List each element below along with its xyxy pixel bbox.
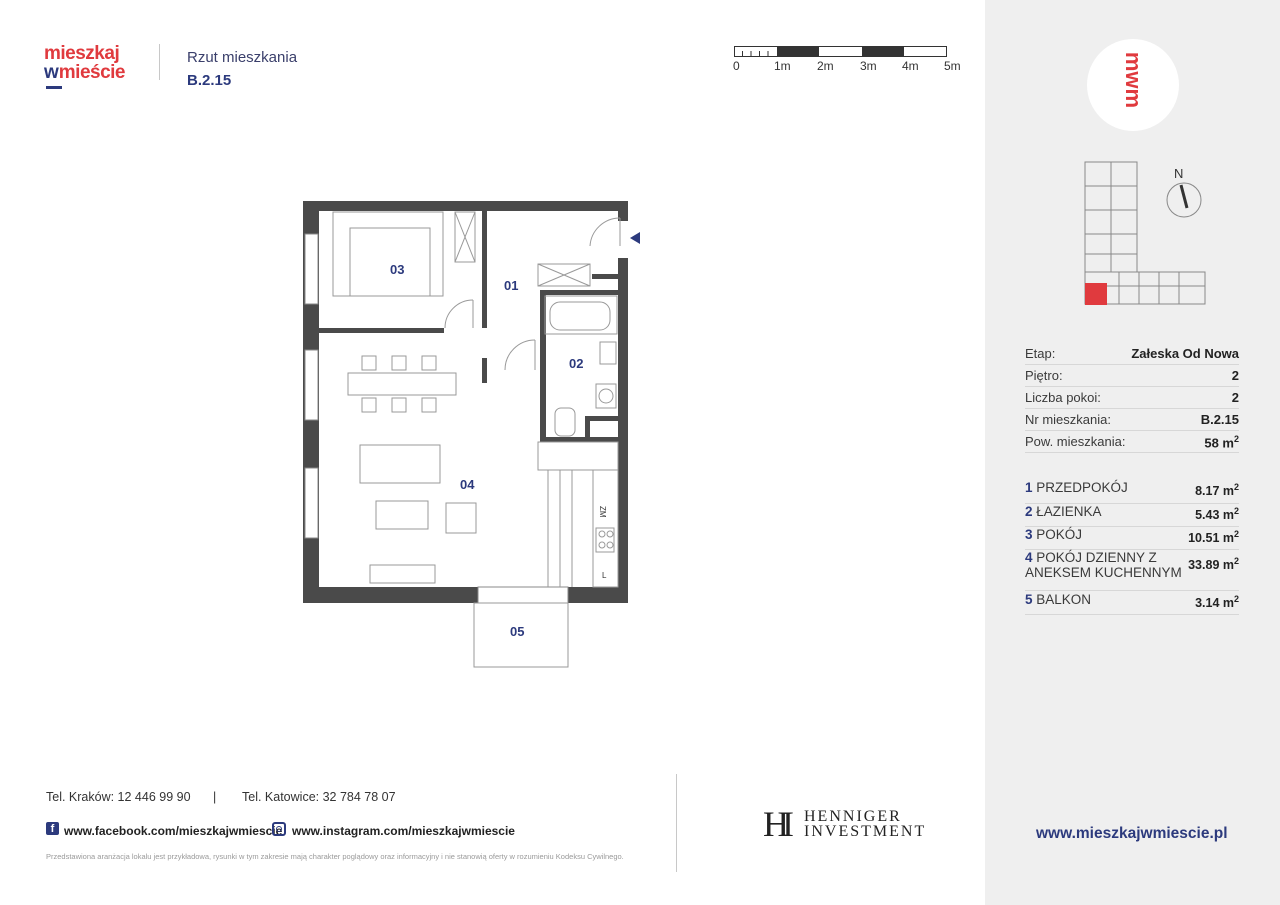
instagram-icon <box>272 822 286 836</box>
l-label: L <box>602 571 607 580</box>
wall-top <box>303 201 628 211</box>
info-key: Piętro: <box>1025 368 1063 383</box>
footer-divider <box>676 774 677 872</box>
floor-plan <box>300 198 652 670</box>
phone-katowice[interactable]: Tel. Katowice: 32 784 78 07 <box>242 790 396 804</box>
scale-label-3: 3m <box>860 59 877 73</box>
henniger-logo-text: HENNIGER INVESTMENT <box>804 808 927 840</box>
header-divider <box>159 44 160 80</box>
compass-north: N <box>1174 166 1184 181</box>
info-value: Załeska Od Nowa <box>1131 346 1239 361</box>
phone-separator: | <box>213 790 217 804</box>
room-label-05: 05 <box>510 624 525 639</box>
brand-line1: mieszkaj <box>44 43 120 64</box>
wall-03-01 <box>482 208 487 328</box>
info-row-stage <box>1025 342 1239 365</box>
info-key: Liczba pokoi: <box>1025 390 1101 405</box>
entrance-marker <box>630 232 640 244</box>
facebook-icon: f <box>46 822 59 835</box>
room-row: 4 POKÓJ DZIENNY Z ANEKSEM KUCHENNYM 33.89 $m^2$ <box>1025 550 1239 591</box>
scale-label-5: 5m <box>944 59 961 73</box>
brand-w: w <box>44 62 59 83</box>
scale-label-4: 4m <box>902 59 919 73</box>
info-row-number <box>1025 408 1239 431</box>
disclaimer: Przedstawiona aranżacja lokalu jest przykładowa, rysunki w tym zakresie mają charakter poglądowy oraz informacyjny i nie stanowią oferty w rozumieniu Kodeksu Cywilnego. <box>46 852 624 861</box>
page-label: Rzut mieszkania <box>187 49 298 66</box>
apartment-number: B.2.15 <box>187 72 232 89</box>
info-key: Pow. mieszkania: <box>1025 434 1126 449</box>
badge-text: mwm <box>1121 51 1146 109</box>
henniger-logo-mark: HI <box>763 804 787 844</box>
room-row: 5 BALKON 3.14 $m^2$ <box>1025 592 1239 615</box>
room-area: 8.17 $m^2$ <box>1195 482 1239 499</box>
phone-krakow[interactable]: Tel. Kraków: 12 446 99 90 <box>46 790 191 804</box>
room-row: 2 ŁAZIENKA 5.43 $m^2$ <box>1025 504 1239 527</box>
info-value: 2 <box>1231 368 1239 383</box>
brand-line2: mieście <box>58 62 126 83</box>
badge-logo <box>1087 51 1179 109</box>
scale-label-2: 2m <box>817 59 834 73</box>
wall-03-04 <box>319 328 444 333</box>
info-key: Etap: <box>1025 346 1056 361</box>
wall-bath-bottom <box>540 437 620 442</box>
wall-duct <box>592 274 620 279</box>
info-value: B.2.15 <box>1200 412 1239 427</box>
room-row: 1 PRZEDPOKÓJ 8.17 $m^2$ <box>1025 480 1239 504</box>
info-key: Nr mieszkania: <box>1025 412 1111 427</box>
instagram-link[interactable]: www.instagram.com/mieszkajwmiescie <box>292 824 515 838</box>
room-label-02: 02 <box>569 356 584 371</box>
website-link[interactable]: www.mieszkajwmiescie.pl <box>1036 825 1228 842</box>
building-key-plan <box>1077 158 1217 318</box>
apartment-location-marker <box>1085 283 1107 305</box>
room-area: 5.43 $m^2$ <box>1195 506 1239 523</box>
wall-bottom-left <box>303 587 478 603</box>
wall-01-04 <box>482 358 487 383</box>
brand-logo[interactable] <box>44 44 125 82</box>
room-label-01: 01 <box>504 278 519 293</box>
info-value: 2 <box>1231 390 1239 405</box>
wall-bath-top <box>540 290 620 295</box>
wall-shaft-top <box>585 416 620 421</box>
room-label-04: 04 <box>460 477 475 492</box>
info-value: 58 $m^2$ <box>1204 434 1239 451</box>
scale-label-1: 1m <box>774 59 791 73</box>
scale-bar <box>734 45 948 59</box>
info-row-floor <box>1025 364 1239 387</box>
zm-label: ZM <box>598 506 607 518</box>
wall-right <box>618 258 628 603</box>
info-row-rooms <box>1025 386 1239 409</box>
info-row-area <box>1025 430 1239 453</box>
room-area: 3.14 $m^2$ <box>1195 594 1239 611</box>
brand-underline <box>46 86 62 89</box>
room-row: 3 POKÓJ 10.51 $m^2$ <box>1025 527 1239 550</box>
room-area: 10.51 $m^2$ <box>1188 529 1239 546</box>
room-label-03: 03 <box>390 262 405 277</box>
facebook-link[interactable]: www.facebook.com/mieszkajwmiescie <box>64 824 283 838</box>
wall-bottom-right <box>568 587 626 603</box>
scale-label-0: 0 <box>733 59 740 73</box>
room-area: 33.89 $m^2$ <box>1188 556 1239 573</box>
